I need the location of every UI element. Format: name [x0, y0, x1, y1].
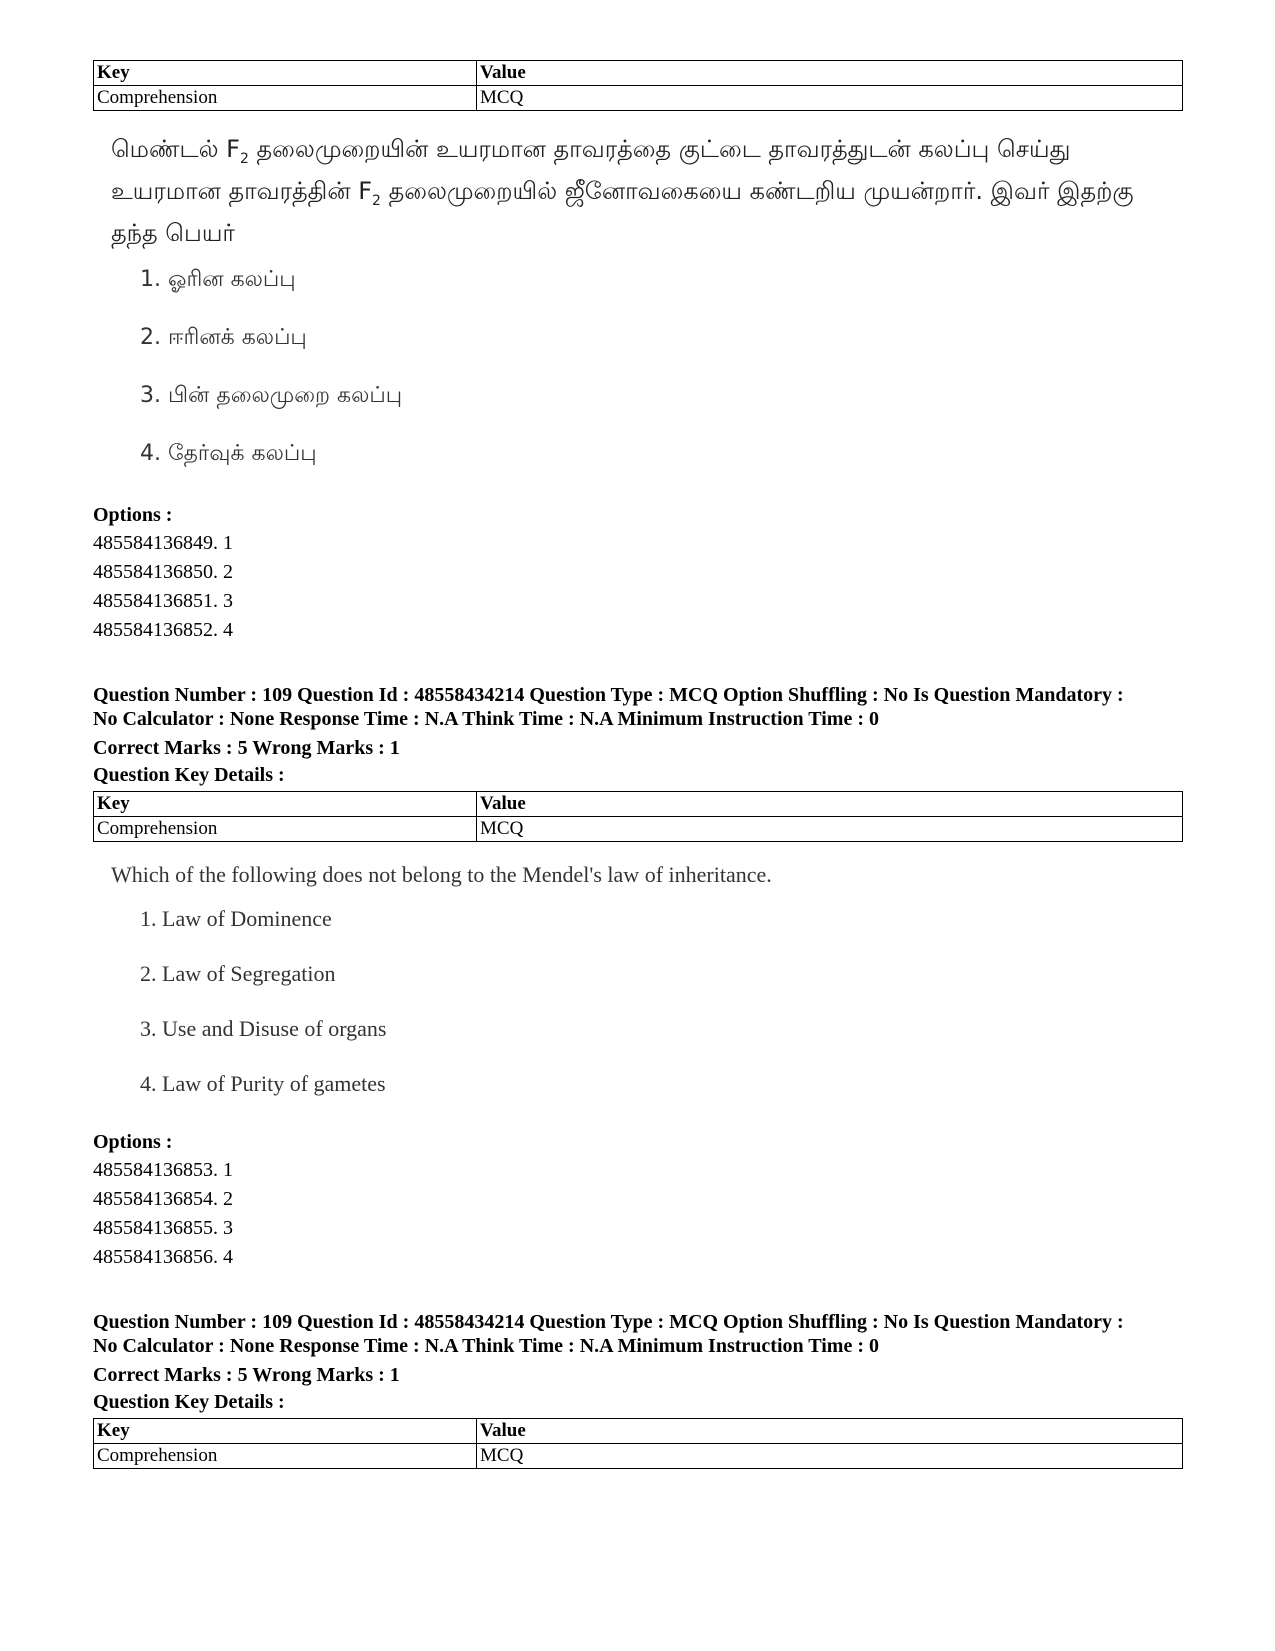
table-cell-value: MCQ [477, 86, 1183, 111]
question-text-part: மெண்டல் F [111, 135, 240, 163]
table-row [94, 86, 1183, 111]
question-text: Which of the following does not belong to the Mendel's law of inheritance. [111, 861, 772, 887]
key-details-label: Question Key Details : [93, 763, 285, 786]
table-cell-value: MCQ [477, 1443, 1183, 1468]
subscript: 2 [240, 150, 249, 167]
question-meta-line: No Calculator : None Response Time : N.A Think Time : N.A Minimum Instruction Time : 0 [93, 707, 879, 730]
question-text [111, 133, 1151, 249]
question-meta-line: Question Number : 109 Question Id : 48558434214 Question Type : MCQ Option Shuffling : No Is Question Mandatory : [93, 1310, 1124, 1333]
option-id-line: 485584136852. 4 [93, 618, 233, 641]
table-cell-key: Comprehension [94, 1443, 477, 1468]
question-meta [93, 683, 1183, 731]
choice-item: 3. Use and Disuse of organs [140, 1015, 387, 1041]
table-cell-value: MCQ [477, 816, 1183, 841]
key-details-label: Question Key Details : [93, 1390, 285, 1413]
table-header-key: Key [94, 1418, 477, 1443]
answer-choices [140, 265, 1183, 497]
choice-item: 4. தேர்வுக் கலப்பு [140, 440, 317, 466]
option-id-line: 485584136856. 4 [93, 1245, 233, 1268]
marks-line: Correct Marks : 5 Wrong Marks : 1 [93, 1363, 400, 1386]
option-id-line: 485584136853. 1 [93, 1158, 233, 1181]
document-page [93, 60, 1183, 1469]
choice-item: 1. Law of Dominence [140, 905, 332, 931]
option-id-line: 485584136849. 1 [93, 531, 233, 554]
key-value-table [93, 1418, 1183, 1469]
table-header-key: Key [94, 61, 477, 86]
option-id-line: 485584136850. 2 [93, 560, 233, 583]
option-id-line: 485584136851. 3 [93, 589, 233, 612]
choice-item: 3. பின் தலைமுறை கலப்பு [140, 382, 403, 408]
table-header-value: Value [477, 61, 1183, 86]
options-label: Options : [93, 503, 173, 526]
table-row [94, 1443, 1183, 1468]
marks-line: Correct Marks : 5 Wrong Marks : 1 [93, 736, 400, 759]
subscript: 2 [372, 192, 381, 209]
table-header-key: Key [94, 791, 477, 816]
table-header-row [94, 791, 1183, 816]
table-header-value: Value [477, 1418, 1183, 1443]
options-label: Options : [93, 1130, 173, 1153]
choice-item: 4. Law of Purity of gametes [140, 1070, 386, 1096]
key-value-table [93, 791, 1183, 842]
choice-item: 2. Law of Segregation [140, 960, 336, 986]
table-cell-key: Comprehension [94, 86, 477, 111]
option-id-line: 485584136855. 3 [93, 1216, 233, 1239]
table-row [94, 816, 1183, 841]
question-meta-line: No Calculator : None Response Time : N.A Think Time : N.A Minimum Instruction Time : 0 [93, 1334, 879, 1357]
table-header-row [94, 1418, 1183, 1443]
key-value-table [93, 60, 1183, 111]
choice-item: 1. ஓரின கலப்பு [140, 266, 296, 292]
question-meta [93, 1310, 1183, 1358]
question-text-part: தலைமுறையின் உயரமான தாவரத்தை குட்டை தாவரத்துடன் கலப்பு செய்து உயரமான தாவரத்தின் F [111, 135, 1071, 205]
question-meta-line: Question Number : 109 Question Id : 48558434214 Question Type : MCQ Option Shuffling : No Is Question Mandatory : [93, 683, 1124, 706]
option-id-line: 485584136854. 2 [93, 1187, 233, 1210]
table-header-value: Value [477, 791, 1183, 816]
table-header-row [94, 61, 1183, 86]
table-cell-key: Comprehension [94, 816, 477, 841]
question-text-part: தலைமுறையில் ஜீனோவகையை கண்டறிய முயன்றார். இவர் இதற்கு தந்த பெயர் [111, 176, 1134, 247]
answer-choices [140, 904, 1183, 1124]
choice-item: 2. ஈரினக் கலப்பு [140, 324, 307, 350]
